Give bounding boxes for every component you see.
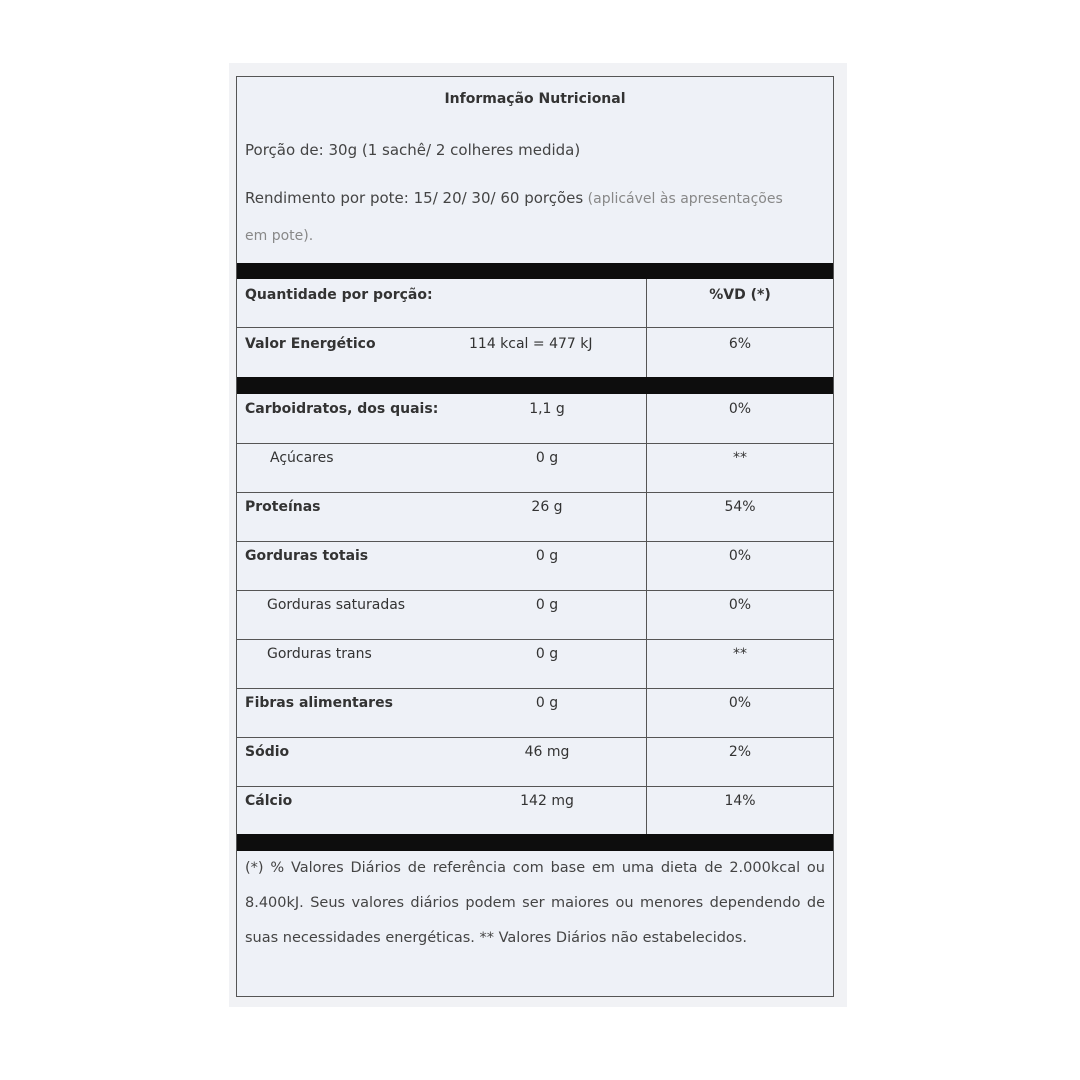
header-vd: %VD (*) (709, 287, 771, 303)
energy-amount: 114 kcal = 477 kJ (469, 336, 593, 352)
nutrient-vd: 54% (724, 499, 756, 515)
yield-note-continued: em pote). (245, 228, 314, 244)
energy-vd: 6% (728, 336, 752, 352)
nutrition-facts-label (236, 76, 834, 997)
nutrient-amount: 0 g (535, 646, 559, 662)
nutrient-label: Sódio (245, 744, 290, 760)
divider-bar-middle (237, 377, 833, 394)
yield-note: (aplicável às apresentações (583, 191, 783, 207)
nutrient-label: Fibras alimentares (245, 695, 393, 711)
nutrient-label: Açúcares (270, 450, 334, 466)
yield-main: Rendimento por pote: 15/ 20/ 30/ 60 porções (245, 189, 584, 207)
row-divider (237, 737, 833, 738)
nutrient-amount: 0 g (535, 548, 559, 564)
row-divider (237, 786, 833, 787)
nutrient-label: Cálcio (245, 793, 293, 809)
portion-size: Porção de: 30g (1 sachê/ 2 colheres medida) (245, 141, 581, 159)
yield-line (245, 189, 783, 207)
nutrient-amount: 0 g (535, 597, 559, 613)
nutrient-vd: 14% (724, 793, 756, 809)
nutrient-amount: 1,1 g (529, 401, 565, 417)
nutrient-label: Gorduras saturadas (267, 597, 406, 613)
nutrient-label: Gorduras trans (267, 646, 372, 662)
nutrient-amount: 46 mg (524, 744, 570, 760)
nutrient-vd: 0% (728, 597, 752, 613)
nutrient-vd: ** (733, 450, 747, 466)
nutrient-vd: ** (733, 646, 747, 662)
row-divider (237, 541, 833, 542)
header-label: Quantidade por porção: (245, 287, 433, 303)
label-title: Informação Nutricional (444, 91, 626, 107)
nutrient-amount: 26 g (531, 499, 563, 515)
nutrient-vd: 2% (728, 744, 752, 760)
row-divider (237, 443, 833, 444)
nutrient-label: Gorduras totais (245, 548, 369, 564)
nutrient-vd: 0% (728, 695, 752, 711)
nutrient-amount: 0 g (535, 450, 559, 466)
nutrient-vd: 0% (728, 548, 752, 564)
row-divider (237, 327, 833, 328)
nutrient-amount: 142 mg (520, 793, 574, 809)
divider-bar-bottom (237, 834, 833, 851)
row-divider (237, 688, 833, 689)
divider-bar-top (237, 263, 833, 279)
row-divider (237, 590, 833, 591)
nutrient-amount: 0 g (535, 695, 559, 711)
nutrient-label: Proteínas (245, 499, 321, 515)
footnote: (*) % Valores Diários de referência com base em uma dieta de 2.000kcal ou 8.400kJ. Seus valores diários podem ser maiores ou menores dependendo de suas necessidades energéticas. ** Valores Diários não estabelecidos. (245, 860, 825, 946)
row-divider (237, 639, 833, 640)
row-divider (237, 492, 833, 493)
nutrient-label: Carboidratos, dos quais: (245, 401, 439, 417)
nutrient-vd: 0% (728, 401, 752, 417)
energy-label: Valor Energético (245, 336, 376, 352)
